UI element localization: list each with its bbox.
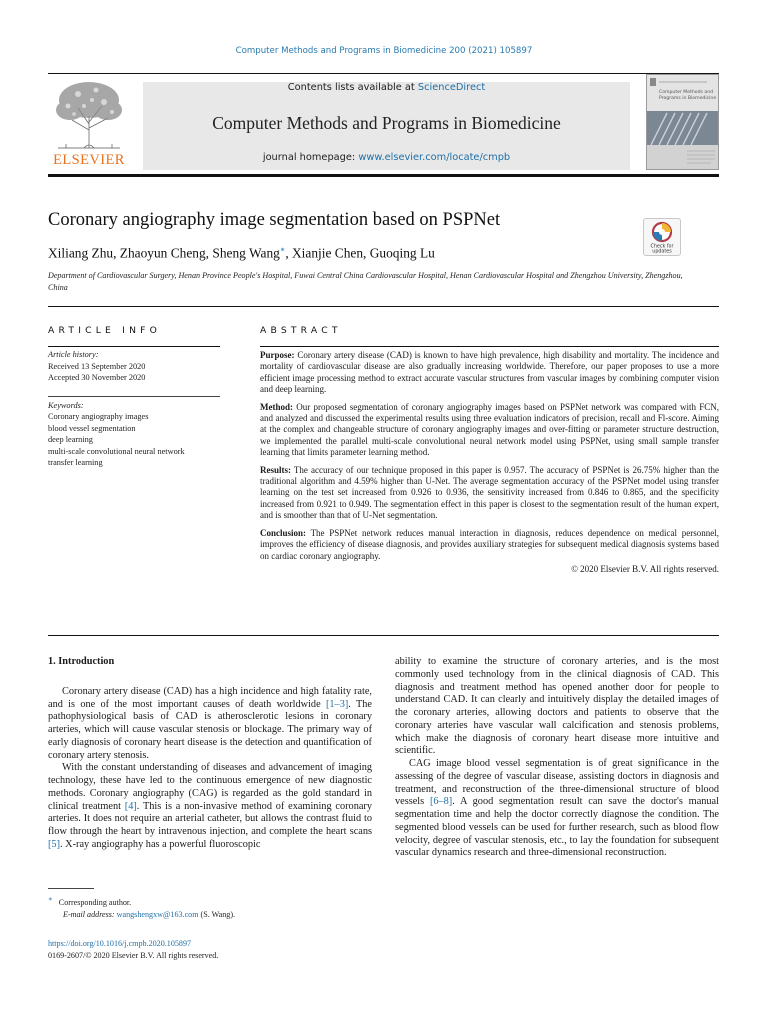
homepage-prefix: journal homepage: <box>262 152 359 163</box>
elsevier-wordmark: ELSEVIER <box>53 152 125 168</box>
reference-link[interactable]: [4] <box>124 800 137 812</box>
accepted-date: Accepted 30 November 2020 <box>48 373 146 382</box>
keyword-item: multi-scale convolutional neural network <box>48 446 185 456</box>
footnote-rule <box>48 888 94 889</box>
issn-copyright-line: 0169-2607/© 2020 Elsevier B.V. All rights reserved. <box>48 951 219 960</box>
journal-cover-thumbnail[interactable] <box>646 74 719 170</box>
authors-after-mark: , Xianjie Chen, Guoqing Lu <box>285 245 435 261</box>
homepage-line <box>143 152 630 163</box>
introduction-heading: 1. Introduction <box>48 656 115 667</box>
article-info-heading: ARTICLE INFO <box>48 325 162 336</box>
journal-homepage-link[interactable]: www.elsevier.com/locate/cmpb <box>358 152 511 163</box>
keyword-item: transfer learning <box>48 458 103 467</box>
article-history-label: Article history: <box>48 350 99 359</box>
corresponding-author-mark[interactable]: ∗ <box>279 245 286 254</box>
header-top-rule <box>48 73 719 74</box>
email-note <box>48 909 378 921</box>
keyword-item: blood vessel segmentation <box>48 423 136 433</box>
crossmark-text-line-2: updates <box>652 249 672 255</box>
intro-p1-text-a: Coronary artery disease (CAD) has a high incidence and high fatality rate, and is one of the most important causes of death worldwide <box>48 685 372 710</box>
intro-paragraph-1 <box>48 686 372 763</box>
abstract-method <box>260 402 719 459</box>
header-bottom-rule <box>48 174 719 177</box>
intro-paragraph-2 <box>48 762 372 851</box>
tree-of-knowledge-icon <box>48 78 130 150</box>
sciencedirect-link[interactable]: ScienceDirect <box>417 82 486 93</box>
keywords-label: Keywords: <box>48 400 84 410</box>
check-for-updates-badge[interactable] <box>643 218 681 256</box>
results-text: The accuracy of our technique proposed in this paper is 0.957. The accuracy of PSPNet is 26.75% higher than the traditional algorithm and 4.59% higher than U-Net. The average segmentation accuracy of the PSPNet model using transfer learning on the test set increased from 0.926 to 0.936, the sensitivity increased from 0.846 to 0.865, and the specificity increased from 0.921 to 0.949. The segmentation effect in this paper is closest to the segmentation result of the human expert, and is smoother than that of U-Net segmentation. <box>260 464 719 521</box>
affiliation-rule <box>48 306 719 307</box>
reference-link[interactable]: [6–8] <box>429 796 453 808</box>
journal-title: Computer Methods and Programs in Biomedicine <box>212 113 561 133</box>
intro-p4-text-b: . A good segmentation result can save the doctor's manual segmentation time and help the doctor correctly diagnose the condition. The segmented blood vessels can be used for further research, such as blood flow velocity, degree of vascular stenosis, etc., to lay the foundation for subsequent vascular dynamics research and three-dimensional reconstruction. <box>395 796 719 859</box>
purpose-label: Purpose: <box>260 350 295 360</box>
abstract-results <box>260 465 719 522</box>
intro-paragraph-4 <box>395 758 719 860</box>
author-list <box>48 245 435 261</box>
email-label: E-mail address: <box>63 909 117 919</box>
intro-p1-text-b: . The pathophysiological basis of CAD is atherosclerotic lesions in coronary arteries, which will cause vascular stenosis or blockage. The primary way of early diagnosis of coronary heart disease is the detection and quantification of coronary artery stenosis. <box>48 698 372 761</box>
contents-line <box>143 82 630 93</box>
conclusion-label: Conclusion: <box>260 527 307 538</box>
abstract-bottom-rule <box>48 635 719 636</box>
affiliation: Department of Cardiovascular Surgery, Henan Province People's Hospital, Fuwai Central China Cardiovascular Hospital, Henan Cardiovascular Hospital and Zhengzhou University, Zhengzhou, China <box>48 271 683 292</box>
keyword-item: Coronary angiography images <box>48 412 149 421</box>
abstract-body <box>260 350 719 575</box>
conclusion-text: The PSPNet network reduces manual interaction in diagnosis, reduces dependence on medical personnel, improves the efficiency of disease diagnosis, and provides auxiliary strategies for subsequent medical diagnosis systems based on cardiac coronary angiography. <box>260 527 719 561</box>
footnote <box>48 893 378 921</box>
method-text: Our proposed segmentation of coronary angiography images based on PSPNet network was compared with FCN, and analyzed and discussed the experimental results using three evaluation indicators of precision, recall and Fl-score. Aiming at the complex and changeable structure of coronary angiography images and over-fitting or parameter structure destruction, we implemented the parallel multi-scale convolutional neural network model using PSPNet, using small sample transfer learning that limits parameter learning method. <box>260 401 719 458</box>
elsevier-logo[interactable] <box>48 78 130 170</box>
keyword-item: deep learning <box>48 435 93 444</box>
abstract-heading: ABSTRACT <box>260 325 342 336</box>
running-head[interactable]: Computer Methods and Programs in Biomedicine 200 (2021) 105897 <box>235 46 533 56</box>
keywords-rule <box>48 396 220 397</box>
article-info <box>48 349 220 469</box>
doi-block <box>48 938 378 962</box>
article-info-rule <box>48 346 220 347</box>
authors-before-mark: Xiliang Zhu, Zhaoyun Cheng, Sheng Wang <box>48 245 280 261</box>
received-date: Received 13 September 2020 <box>48 361 146 371</box>
cover-title-line-2: Programs in Biomedicine <box>659 96 717 101</box>
email-link[interactable]: wangshengxw@163.com <box>116 909 199 919</box>
method-label: Method: <box>260 401 293 412</box>
reference-link[interactable]: [1–3] <box>325 698 349 710</box>
doi-link[interactable]: https://doi.org/10.1016/j.cmpb.2020.105897 <box>48 939 192 948</box>
paper-title: Coronary angiography image segmentation based on PSPNet <box>48 210 501 230</box>
cover-title-line-1: Computer Methods and <box>659 90 714 95</box>
intro-p2-text-b: . This is a non-invasive method of examining coronary arteries. It does not require an arterial catheter, but allows the contrast fluid to flow through the heart by intravenous injection, and complete the heart scans <box>48 800 372 837</box>
body-column-right <box>395 656 719 860</box>
intro-p2-text-c: . X-ray angiography has a powerful fluoroscopic <box>60 838 261 850</box>
intro-p2-text-a: With the constant understanding of diseases and advancement of imaging technology, these have led to the continuous emergence of new diagnostic methods. Coronary angiography (CAG) is regarded as the gold standard in clinical treatment <box>48 762 372 812</box>
abstract-rule <box>260 346 719 347</box>
crossmark-icon <box>644 219 680 255</box>
body-column-left <box>48 656 372 852</box>
reference-link[interactable]: [5] <box>48 838 61 850</box>
cover-art <box>647 75 719 170</box>
purpose-text: Coronary artery disease (CAD) is known to have high prevalence, high disability and mortality. The incidence and mortality of cardiovascular disease are also gradually increasing worldwide. Therefore, our paper proposes to use a more efficient image processing method to extract accurate vascular structures from vascular images by combining computer vision and deep learning. <box>260 350 719 395</box>
intro-paragraph-3: ability to examine the structure of coronary arteries, and is the most commonly used technology from in the clinical diagnosis of CAD. This diagnosis and treatment method has opened another door for people to understand CAD. It can clearly and intuitively display the detailed images of the coronary arteries, allowing doctors and patients to observe that the coronary arteries have vascular wall calcification and stenosis problems, which make the diagnosis of coronary heart disease more intuitive and scientific. <box>395 656 719 757</box>
footnote-mark[interactable]: ∗ <box>48 895 53 903</box>
corresponding-author-note <box>48 893 378 909</box>
abstract-conclusion <box>260 528 719 562</box>
intro-p4-text-a: CAG image blood vessel segmentation is of great significance in the assessing of the degree of vascular disease, assisting doctors in diagnosis and treatment, and reconstruction of the three-dimensional structure of blood vessels <box>395 758 719 808</box>
contents-prefix: Contents lists available at <box>287 82 418 93</box>
email-suffix: (S. Wang). <box>198 909 236 919</box>
abstract-copyright: © 2020 Elsevier B.V. All rights reserved. <box>571 563 719 574</box>
corresponding-author-text: Corresponding author. <box>58 897 132 907</box>
crossmark-text-line-1: Check for <box>650 244 674 250</box>
abstract-purpose <box>260 350 719 396</box>
results-label: Results: <box>260 464 291 475</box>
